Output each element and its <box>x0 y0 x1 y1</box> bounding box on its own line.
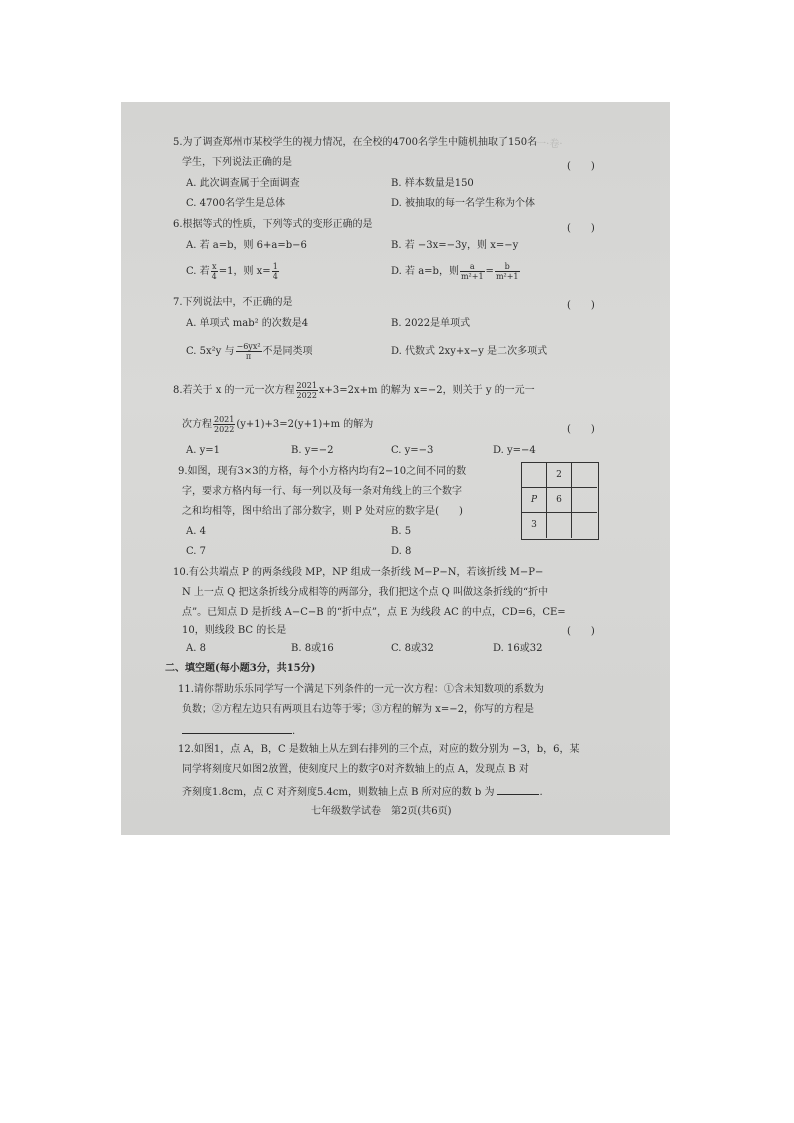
q9-option-d: D. 8 <box>391 546 412 557</box>
photographed-exam-page <box>121 102 670 835</box>
grid-cell: P <box>522 488 547 513</box>
q9-stem-line1: 9.如图，现有3×3的方格，每个小方格内均有2−10之间不同的数 <box>178 466 467 477</box>
grid-cell: 6 <box>547 488 572 513</box>
q9-option-b: B. 5 <box>391 526 412 537</box>
q6-option-c: C. 若 $\frac{x}{4}$ =1，则 x= $\frac{1}{4}$ <box>186 262 278 281</box>
q6-option-d: D. 若 a=b，则 $\frac{a}{\text{m²+1}}$ = $\frac{b}{\text{m²+1}}$ <box>391 262 519 281</box>
grid-cell <box>522 463 547 488</box>
q5-stem-line2: 学生，下列说法正确的是 <box>182 157 292 168</box>
grid-cell <box>572 463 597 488</box>
q12-answer-blank[interactable] <box>497 783 539 795</box>
magic-square-grid <box>521 462 599 540</box>
q8-stem-line2: 次方程 $\frac{2021}{2022}$ (y+1)+3=2(y+1)+m 的解为 <box>182 415 374 434</box>
q5-option-a: A. 此次调查属于全面调查 <box>186 178 300 189</box>
page-footer: 七年级数学试卷 第2页(共6页) <box>311 806 452 817</box>
q7-option-a: A. 单项式 mab² 的次数是4 <box>186 318 309 329</box>
grid-cell: 2 <box>547 463 572 488</box>
q7-option-c: C. 5x²y 与 $\frac{\text{−6yx²}}{\pi}$ 不是同类项 <box>186 342 313 361</box>
q12-stem-line1: 12.如图1，点 A，B，C 是数轴上从左到右排列的三个点，对应的数分别为 −3，b，6，某 <box>178 744 580 755</box>
bleed-through-text: ·一·卷· <box>533 139 563 150</box>
q7-answer-paren: ( ) <box>567 300 595 311</box>
q9-stem-line2: 字，要求方格内每一行、每一列以及每一条对角线上的三个数字 <box>182 486 462 497</box>
q11-stem-line2: 负数；②方程左边只有两项且右边等于零；③方程的解为 x=−2，你写的方程是 <box>182 704 534 715</box>
q7-option-d: D. 代数式 2xy+x−y 是二次多项式 <box>391 346 548 357</box>
q10-stem-line2: N 上一点 Q 把这条折线分成相等的两部分，我们把这个点 Q 叫做这条折线的“折中 <box>182 587 549 598</box>
q5-option-d: D. 被抽取的每一名学生称为个体 <box>391 198 536 209</box>
q12-stem-line3: 齐刻度1.8cm，点 C 对齐刻度5.4cm，则数轴上点 B 所对应的数 b 为 . <box>182 783 543 800</box>
q10-stem-line4: 10，则线段 BC 的长是 <box>182 625 287 636</box>
q10-option-c: C. 8或32 <box>391 643 434 654</box>
q11-answer-blank[interactable] <box>182 722 292 734</box>
q6-option-b: B. 若 −3x=−3y，则 x=−y <box>391 240 519 251</box>
q5-option-b: B. 样本数量是150 <box>391 178 474 189</box>
grid-cell <box>572 513 597 538</box>
q8-stem-line1: 8.若关于 x 的一元一次方程 $\frac{2021}{2022}$ x+3=2x+m 的解为 x=−2，则关于 y 的一元一 <box>173 381 535 400</box>
q11-answer-line[interactable]: . <box>182 722 295 739</box>
q12-stem-line2: 同学将刻度尺如图2放置，使刻度尺上的数字0对齐数轴上的点 A，发现点 B 对 <box>182 764 529 775</box>
grid-cell <box>547 513 572 538</box>
q8-option-c: C. y=−3 <box>391 445 434 456</box>
q7-option-b: B. 2022是单项式 <box>391 318 471 329</box>
q10-option-a: A. 8 <box>186 643 206 654</box>
q5-answer-paren: ( ) <box>567 161 595 172</box>
q11-stem-line1: 11.请你帮助乐乐同学写一个满足下列条件的一元一次方程：①含未知数项的系数为 <box>178 684 544 695</box>
q6-stem: 6.根据等式的性质，下列等式的变形正确的是 <box>173 219 373 230</box>
q9-option-c: C. 7 <box>186 546 207 557</box>
grid-cell: 3 <box>522 513 547 538</box>
grid-cell <box>572 488 597 513</box>
section-heading-fill-in: 二、填空题(每小题3分，共15分) <box>165 663 316 674</box>
q6-answer-paren: ( ) <box>567 223 595 234</box>
q8-option-d: D. y=−4 <box>493 445 536 456</box>
q8-option-a: A. y=1 <box>186 445 220 456</box>
q10-stem-line3: 点”。已知点 D 是折线 A−C−B 的“折中点”，点 E 为线段 AC 的中点，CD=6，CE= <box>182 607 566 618</box>
q10-option-b: B. 8或16 <box>291 643 334 654</box>
q9-stem-line3: 之和均相等，图中给出了部分数字，则 P 处对应的数字是( ) <box>182 506 463 517</box>
q10-option-d: D. 16或32 <box>493 643 543 654</box>
q7-stem: 7.下列说法中，不正确的是 <box>173 297 293 308</box>
q5-stem-line1: 5.为了调查郑州市某校学生的视力情况，在全校的4700名学生中随机抽取了150名 <box>173 137 538 148</box>
q8-option-b: B. y=−2 <box>291 445 334 456</box>
q10-stem-line1: 10.有公共端点 P 的两条线段 MP，NP 组成一条折线 M−P−N，若该折线 M−P− <box>173 567 544 578</box>
q6-option-a: A. 若 a=b，则 6+a=b−6 <box>186 240 307 251</box>
q8-answer-paren: ( ) <box>567 424 595 435</box>
q9-option-a: A. 4 <box>186 526 206 537</box>
q5-option-c: C. 4700名学生是总体 <box>186 198 286 209</box>
q10-answer-paren: ( ) <box>567 626 595 637</box>
